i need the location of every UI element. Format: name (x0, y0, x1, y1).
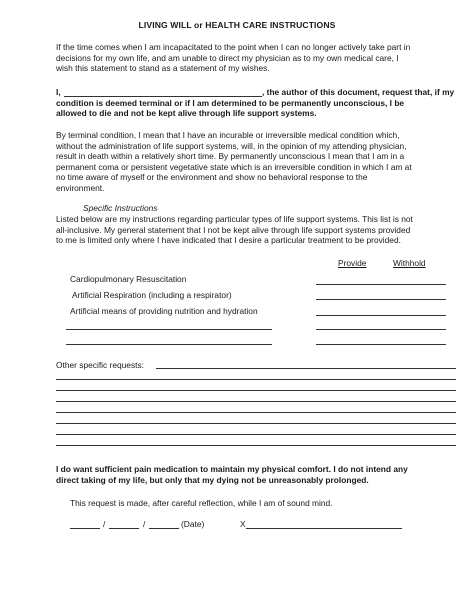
reflection-statement: This request is made, after careful reflection, while I am of sound mind. (70, 498, 333, 508)
author-line-2: condition is deemed terminal or if I am determined to be permanently unconscious, I be (56, 97, 405, 108)
date-year-field[interactable] (149, 528, 179, 529)
document-title: LIVING WILL or HEALTH CARE INSTRUCTIONS (138, 20, 336, 30)
specific-line-2: all-inclusive. My general statement that I not be kept alive through life support systems provided (56, 224, 411, 235)
date-slash-2: / (143, 519, 146, 529)
signature-prefix: X (240, 519, 246, 529)
specific-heading: Specific Instructions (83, 203, 158, 213)
other-requests-line[interactable] (56, 379, 456, 380)
treatment-nutrition: Artificial means of providing nutrition and hydration (70, 306, 258, 316)
treatment-respiration: Artificial Respiration (including a respirator) (72, 290, 232, 300)
additional-treatment-choice-line[interactable] (316, 329, 446, 330)
other-requests-line[interactable] (156, 368, 456, 369)
date-day-field[interactable] (109, 528, 139, 529)
other-requests-line[interactable] (56, 445, 456, 446)
additional-treatment-line[interactable] (66, 344, 272, 345)
intro-line-2: decisions for my own life, and am unable to direct my physician as to my own medical care, I (56, 52, 399, 63)
additional-treatment-choice-line[interactable] (316, 344, 446, 345)
other-requests-line[interactable] (56, 401, 456, 402)
definition-line-4: permanent coma or persistent vegetative state which is an irreversible condition in which I am at (56, 161, 412, 172)
treatment-cpr-choice-line[interactable] (316, 284, 446, 285)
specific-line-3: to me is limited only where I have indicated that I desire a particular treatment to be provided. (56, 235, 401, 245)
date-label: (Date) (181, 519, 205, 529)
withhold-column-header: Withhold (393, 258, 426, 268)
definition-line-6: environment. (56, 182, 105, 193)
definition-line-3: result in death within a relatively short time. By permanently unconscious I mean that I am in a (56, 151, 405, 161)
other-requests-line[interactable] (56, 390, 456, 391)
definition-line-5: no time aware of myself or the environment and show no behavioral response to the (56, 172, 368, 182)
signature-field[interactable] (246, 528, 402, 529)
intro-line-3: wish this statement to stand as a statement of my wishes. (56, 63, 270, 73)
author-suffix: , the author of this document, request that, if my (262, 87, 455, 97)
additional-treatment-line[interactable] (66, 329, 272, 330)
provide-column-header: Provide (338, 258, 367, 268)
other-requests-line[interactable] (56, 423, 456, 424)
pain-line-1: I do want sufficient pain medication to maintain my physical comfort. I do not intend any (56, 464, 408, 474)
pain-line-2: direct taking of my life, but only that my dying not be unreasonably prolonged. (56, 474, 369, 485)
definition-line-1: By terminal condition, I mean that I have an incurable or irreversible medical condition which, (56, 130, 400, 140)
date-month-field[interactable] (70, 528, 100, 529)
definition-line-2: without the administration of life support systems, will, in the opinion of my attending physician, (56, 140, 407, 151)
other-requests-label: Other specific requests: (56, 360, 144, 370)
treatment-nutrition-choice-line[interactable] (316, 315, 446, 316)
intro-line-1: If the time comes when I am incapacitated to the point when I can no longer actively take part in (56, 42, 411, 52)
other-requests-line[interactable] (56, 412, 456, 413)
author-line-3: allowed to die and not be kept alive through life support systems. (56, 108, 317, 118)
author-prefix: I, (56, 87, 61, 97)
specific-line-1: Listed below are my instructions regarding particular types of life support systems. This list is not (56, 214, 413, 224)
treatment-respiration-choice-line[interactable] (316, 299, 446, 300)
other-requests-line[interactable] (56, 434, 456, 435)
date-slash-1: / (103, 519, 106, 529)
treatment-cpr: Cardiopulmonary Resuscitation (70, 274, 187, 284)
